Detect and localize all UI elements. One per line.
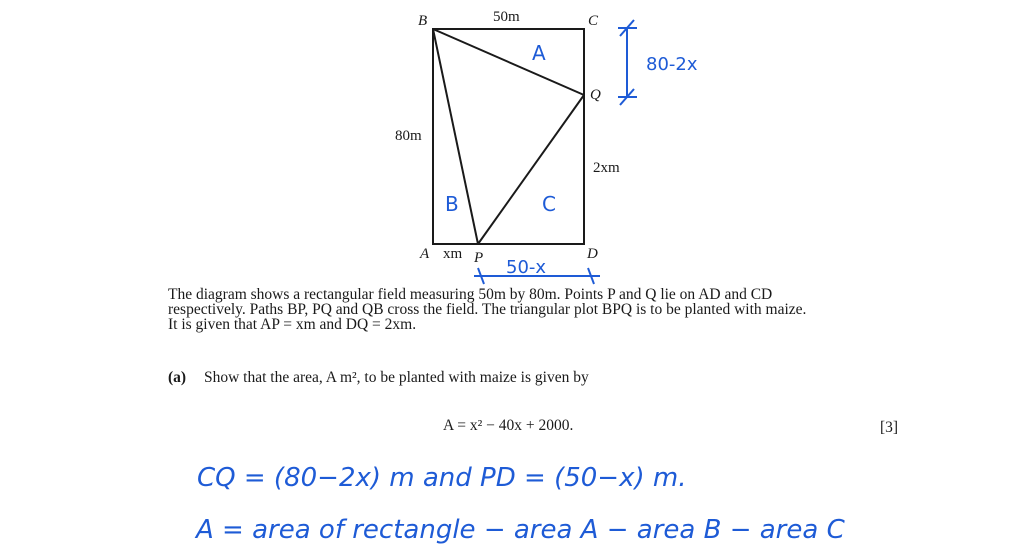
region-c-label: C [542,192,556,216]
part-label: (a) [168,369,187,386]
question-a [168,369,589,387]
area-formula: A = x² − 40x + 2000. [443,417,574,434]
vertex-d-label: D [587,246,598,262]
dq-length-label: 2xm [593,160,620,176]
region-b-label: B [445,192,459,216]
marks-label: [3] [880,419,899,436]
handwritten-line-2: A = area of rectangle − area A − area B − area C [196,515,845,545]
paragraph-line: respectively. Paths BP, PQ and QB cross the field. The triangular plot BPQ is to be planted with maize. [168,301,807,318]
ap-length-label: xm [443,246,463,262]
cq-dimension-marker [618,20,637,105]
region-a-label: A [532,41,546,65]
cq-annotation: 80-2x [646,54,698,75]
left-side-label: 80m [395,128,422,144]
vertex-q-label: Q [590,87,601,103]
vertex-p-label: P [474,250,484,266]
top-side-label: 50m [493,9,520,25]
paragraph-line: It is given that AP = xm and DQ = 2xm. [168,316,417,333]
path-pq [478,95,584,244]
path-qb [433,29,584,95]
vertex-b-label: B [418,13,428,29]
problem-paragraph [168,287,908,332]
handwritten-line-1: CQ = (80−2x) m and PD = (50−x) m. [197,463,687,493]
question-text: Show that the area, A m², to be planted with maize is given by [203,369,589,386]
paragraph-line: The diagram shows a rectangular field measuring 50m by 80m. Points P and Q lie on AD and CD [168,286,773,303]
vertex-c-label: C [588,13,599,29]
pd-annotation: 50-x [506,257,547,278]
vertex-a-label: A [420,246,430,262]
